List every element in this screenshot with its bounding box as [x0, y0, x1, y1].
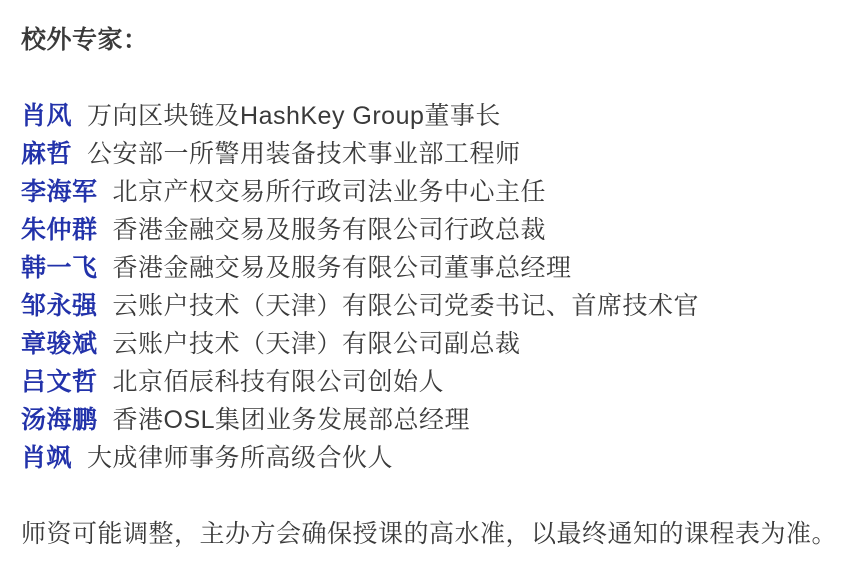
expert-title: 云账户技术（天津）有限公司副总裁 — [112, 330, 521, 358]
expert-row — [21, 211, 825, 249]
expert-title: 公安部一所警用装备技术事业部工程师 — [87, 140, 521, 168]
page-title: 校外专家： — [21, 26, 149, 54]
expert-title: 香港金融交易及服务有限公司董事总经理 — [112, 254, 572, 282]
expert-name: 肖风 — [21, 102, 73, 130]
expert-list — [21, 97, 825, 477]
expert-name: 肖飒 — [21, 444, 73, 472]
expert-name: 汤海鹏 — [21, 406, 98, 434]
expert-name: 章骏斌 — [21, 330, 98, 358]
expert-row — [21, 287, 825, 325]
expert-name: 韩一飞 — [21, 254, 98, 282]
expert-row — [21, 439, 825, 477]
expert-row — [21, 363, 825, 401]
expert-title: 香港金融交易及服务有限公司行政总裁 — [112, 216, 547, 244]
expert-name: 邹永强 — [21, 292, 98, 320]
expert-name: 朱仲群 — [21, 216, 98, 244]
expert-row — [21, 325, 825, 363]
expert-row — [21, 249, 825, 287]
expert-title: 北京佰辰科技有限公司创始人 — [112, 368, 445, 396]
expert-title: 北京产权交易所行政司法业务中心主任 — [112, 178, 547, 206]
expert-title: 万向区块链及HashKey Group董事长 — [87, 102, 501, 130]
expert-title: 云账户技术（天津）有限公司党委书记、首席技术官 — [112, 292, 700, 320]
expert-name: 吕文哲 — [21, 368, 98, 396]
expert-row — [21, 173, 825, 211]
expert-title: 香港OSL集团业务发展部总经理 — [112, 406, 471, 434]
expert-row — [21, 97, 825, 135]
expert-name: 麻哲 — [21, 140, 73, 168]
expert-row — [21, 135, 825, 173]
expert-title: 大成律师事务所高级合伙人 — [87, 444, 394, 472]
footnote: 师资可能调整，主办方会确保授课的高水准，以最终通知的课程表为准。 — [21, 520, 838, 548]
expert-row — [21, 401, 825, 439]
expert-name: 李海军 — [21, 178, 98, 206]
